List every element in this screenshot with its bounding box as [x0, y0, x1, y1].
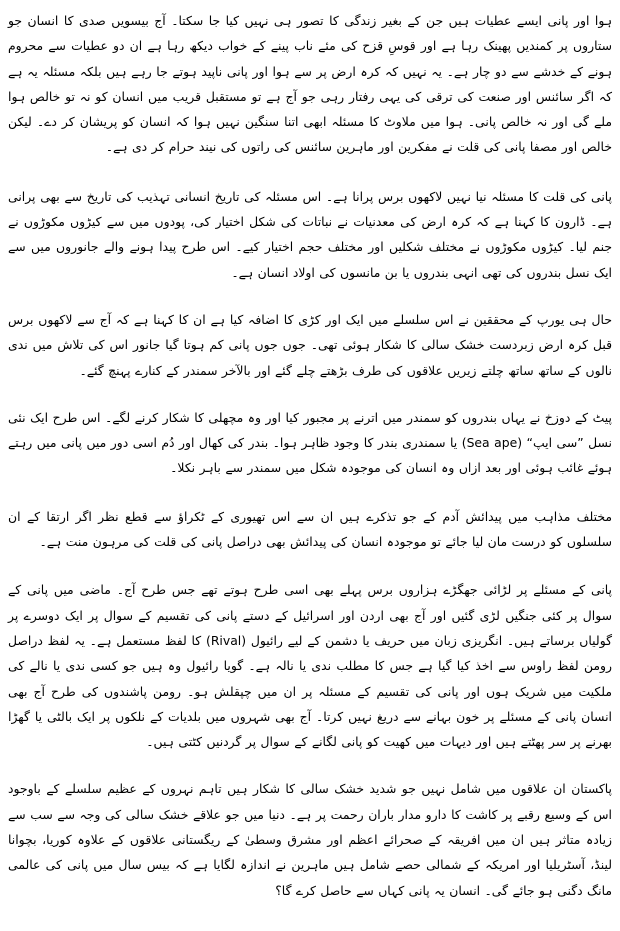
paragraph-2: پانی کی قلت کا مسئلہ نیا نہیں لاکھوں برس پرانا ہے۔ اس مسئلہ کی تاریخ انسانی تہذیب کی تاریخ سے بھی پرانی ہے۔ ڈارون کا کہنا ہے کہ کرہ ارض کی معدنیات نے نباتات کی شکل اختیار کی، پودوں میں سے کیڑوں مکوڑوں نے جنم لیا۔ کیڑوں مکوڑوں نے مختلف شکلیں اور مختلف حجم اختیار کیے۔ اس طرح پیدا ہونے والے جانوروں میں سے ایک نسل بندروں کی تھی انہی بندروں یا بن مانسوں کی اولاد انسان ہے۔: [8, 188, 612, 280]
paragraph-6: پانی کے مسئلے پر لڑائی جھگڑے ہزاروں برس پہلے بھی اسی طرح ہوتے تھے جس طرح آج۔ ماضی میں پانی کے سوال پر کئی جنگیں لڑی گئیں اور آج بھی اردن اور اسرائیل کے دستے پانی کی تقسیم کے سوال پر ایک دوسرے پر گولیاں برساتے ہیں۔ انگریزی زبان میں حریف یا دشمن کے لیے رائیول (Rival) کا لفظ مستعمل ہے۔ یہ لفظ دراصل رومن لفظ راوس سے اخذ کیا گیا ہے جس کا مطلب ندی یا نالہ ہے۔ گویا رائیول وہ ہیں جو کسی ندی یا نالے کی ملکیت میں شریک ہوں اور پانی کی تقسیم کے مسئلہ پر ان میں چپقلش ہو۔ رومن پاشندوں کی طرح آج بھی انسان پانی کے مسئلے پر خون بہانے سے دریغ نہیں کرتا۔ آج بھی شہروں میں بلدیات کے نلکوں پر ایک بالٹی یا گھڑا بھرنے پر سر پھٹتے ہیں اور دیہات میں کھیت کو پانی لگانے کے سوال پر گردنیں کٹتی ہیں۔: [8, 582, 612, 750]
paragraph-5: مختلف مذاہب میں پیدائش آدم کے جو تذکرے ہیں ان سے اس تھیوری کے ٹکراؤ سے قطع نظر اگر ارتقا کے ان سلسلوں کو درست مان لیا جائے تو موجودہ انسان کی پیدائش بھی دراصل پانی کی قلت کی مرہون منت ہے۔: [8, 508, 612, 550]
paragraph-3: حال ہی یورپ کے محققین نے اس سلسلے میں ایک اور کڑی کا اضافہ کیا ہے ان کا کہنا ہے کہ آج سے لاکھوں برس قبل کرہ ارض زبردست خشک سالی کا شکار ہوئی تھی۔ جوں جوں پانی کم ہوتا گیا جانور اس کی تلاش میں ندی نالوں کے ساتھ ساتھ چلتے زیریں علاقوں کی طرف بڑھتے چلے گئے اور بالآخر سمندر کے کنارے پہنچ گئے۔: [8, 311, 612, 378]
paragraph-7: پاکستان ان علاقوں میں شامل نہیں جو شدید خشک سالی کا شکار ہیں تاہم نہروں کے عظیم سلسلے کے باوجود اس کے وسیع رقبے پر کاشت کا دارو مدار باران رحمت پر ہے۔ دنیا میں جو علاقے خشک سالی کی وجہ سے سب سے زیادہ متاثر ہیں ان میں افریقہ کے صحرائے اعظم اور مشرق وسطیٰ کے ریگستانی علاقوں کے علاوہ کوریا، بچوانا لینڈ، آسٹریلیا اور امریکہ کے شمالی حصے شامل ہیں ماہرین نے اندازہ لگایا ہے کہ بیس سال میں پانی کی عالمی مانگ دگنی ہو جائے گی۔ انسان یہ پانی کہاں سے حاصل کرے گا؟: [8, 781, 612, 898]
paragraph-4: پیٹ کے دوزخ نے یہاں بندروں کو سمندر میں اترنے پر مجبور کیا اور وہ مچھلی کا شکار کرنے لگے۔ اس طرح ایک نئی نسل ”سی ایپ“ (Sea ape) یا سمندری بندر کا وجود ظاہر ہوا۔ بندر کی کھال اور دُم اسی دور میں پانی میں رہتے ہوئے غائب ہوئی اور بعد ازاں وہ انسان کی موجودہ شکل میں سمندر سے باہر نکلا۔: [8, 409, 612, 476]
paragraph-1: ہوا اور پانی ایسے عطیات ہیں جن کے بغیر زندگی کا تصور ہی نہیں کیا جا سکتا۔ آج بیسویں صدی کا انسان جو ستاروں پر کمندیں پھینک رہا ہے اور قوسِ قزح کی مئے ناب پینے کے خواب دیکھ رہا ہے ان دو عطیات سے محروم ہونے کے خدشے سے دو چار ہے۔ یہ نہیں کہ کرہ ارض پر سے ہوا اور پانی ناپید ہوتے جا رہے ہیں بلکہ مسئلہ یہ ہے کہ اگر سائنس اور صنعت کی ترقی کی یہی رفتار رہی جو آج ہے تو مستقبل قریب میں انسان کو نہ تو خالص ہوا ملے گی اور نہ خالص پانی۔ ہوا میں ملاوٹ کا مسئلہ ابھی اتنا سنگین نہیں ہوا کہ انسان کو پریشان کر دے۔ لیکن خالص اور مصفا پانی کی قلت نے مفکرین اور ماہرین سائنس کی راتوں کی نیند حرام کر دی ہے۔: [8, 13, 612, 155]
